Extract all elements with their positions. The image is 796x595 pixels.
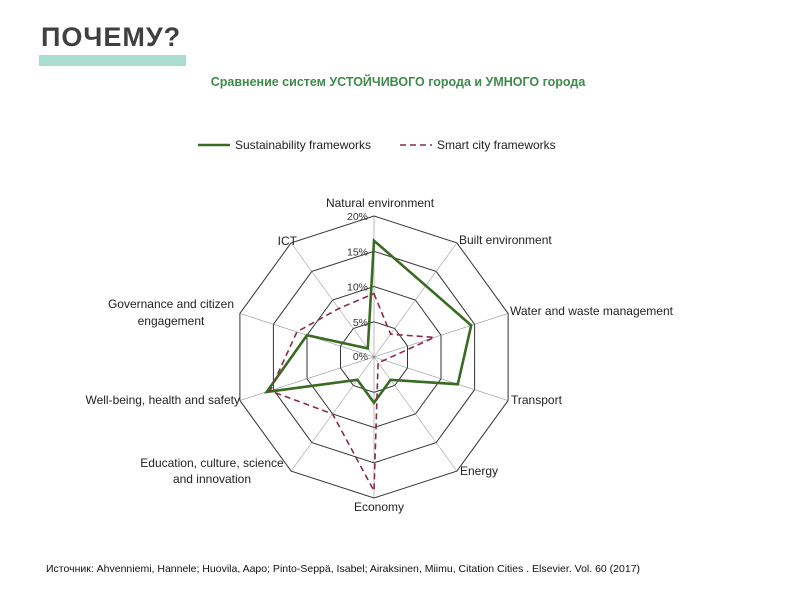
grid-spoke	[374, 243, 457, 357]
slide-heading: ПОЧЕМУ?	[41, 22, 182, 52]
category-label: Governance and citizen engagement	[107, 297, 235, 328]
radial-tick-label: 20%	[346, 211, 368, 223]
radial-tick-label: 0%	[352, 351, 368, 363]
category-label: Well-being, health and safety	[85, 393, 240, 407]
category-label: Water and waste management	[510, 304, 673, 318]
category-label: Education, culture, science and innovation	[140, 456, 284, 486]
radial-tick-label: 15%	[346, 246, 368, 259]
category-label: Energy	[460, 464, 499, 478]
radial-tick-label: 10%	[346, 281, 368, 294]
category-label: Transport	[511, 393, 562, 407]
chart-title: Сравнение систем УСТОЙЧИВОГО города и УМНОГО города	[210, 75, 586, 89]
category-label: Built environment	[459, 233, 552, 247]
legend-label-sustainability: Sustainability frameworks	[235, 138, 372, 152]
radial-tick-label: 5%	[352, 316, 368, 329]
chart-legend	[198, 138, 556, 152]
category-label: Natural environment	[325, 196, 435, 210]
category-label: ICT	[277, 234, 297, 248]
legend-label-smart-city: Smart city frameworks	[437, 138, 556, 152]
category-label: Economy	[353, 500, 405, 514]
source-note: Источник: Ahvenniemi, Hannele; Huovila, Aapo; Pinto-Seppä, Isabel; Airaksinen, Miimu, Citation Cities . Elsevier. Vol. 60 (2017)	[46, 563, 641, 575]
grid-spoke	[374, 357, 457, 471]
